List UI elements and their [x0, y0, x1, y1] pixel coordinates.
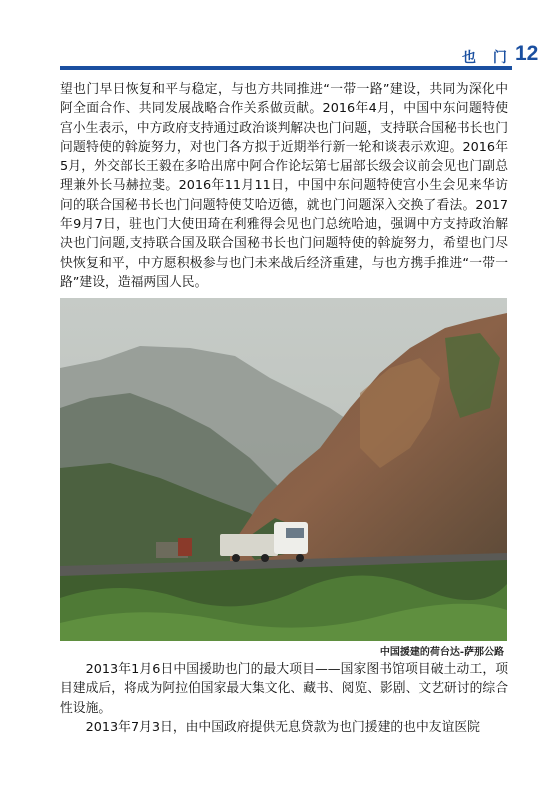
paragraph: 2013年1月6日中国援助也门的最大项目——国家图书馆项目破土动工，项目建成后，将成为阿拉伯国家最大集文化、藏书、阅览、影剧、文艺研讨的综合性设施。 — [60, 662, 508, 716]
photo-caption: 中国援建的荷台达-萨那公路 — [379, 647, 504, 658]
header-rule — [60, 66, 512, 70]
paragraph: 2013年7月3日，由中国政府提供无息贷款为也门援建的也中友谊医院 — [85, 719, 480, 735]
section-title: 也 门 — [462, 50, 513, 66]
continued-text — [60, 660, 508, 737]
paragraph: 望也门早日恢复和平与稳定，与也方共同推进“一带一路”建设，共同为深化中阿全面合作、共同发展战略合作关系做贡献。2016年4月，中国中东问题特使宫小生表示，中方政府支持通过政治谈判解决也门问题，支持联合国秘书长也门问题特使的斡旋努力，对也门各方拟于近期举行新一轮和谈表示欢迎。2016年5月，外交部长王毅在多哈出席中阿合作论坛第七届部长级会议前会见也门副总理兼外长马赫拉斐。2016年11月11日，中国中东问题特使宫小生会见来华访问的联合国秘书长也门问题特使艾哈迈德，就也门问题深入交换了看法。2017年9月7日，驻也门大使田琦在利雅得会见也门总统哈迪，强调中方支持政治解决也门问题,支持联合国及联合国秘书长也门问题特使的斡旋努力，希望也门尽快恢复和平，中方愿积极参与也门未来战后经济重建，与也方携手推进“一带一路”建设，造福两国人民。 — [60, 82, 508, 290]
mountain-road-illustration — [60, 298, 507, 641]
page-number: 12 — [515, 42, 539, 65]
road-photo — [60, 298, 507, 641]
main-text — [60, 80, 508, 292]
